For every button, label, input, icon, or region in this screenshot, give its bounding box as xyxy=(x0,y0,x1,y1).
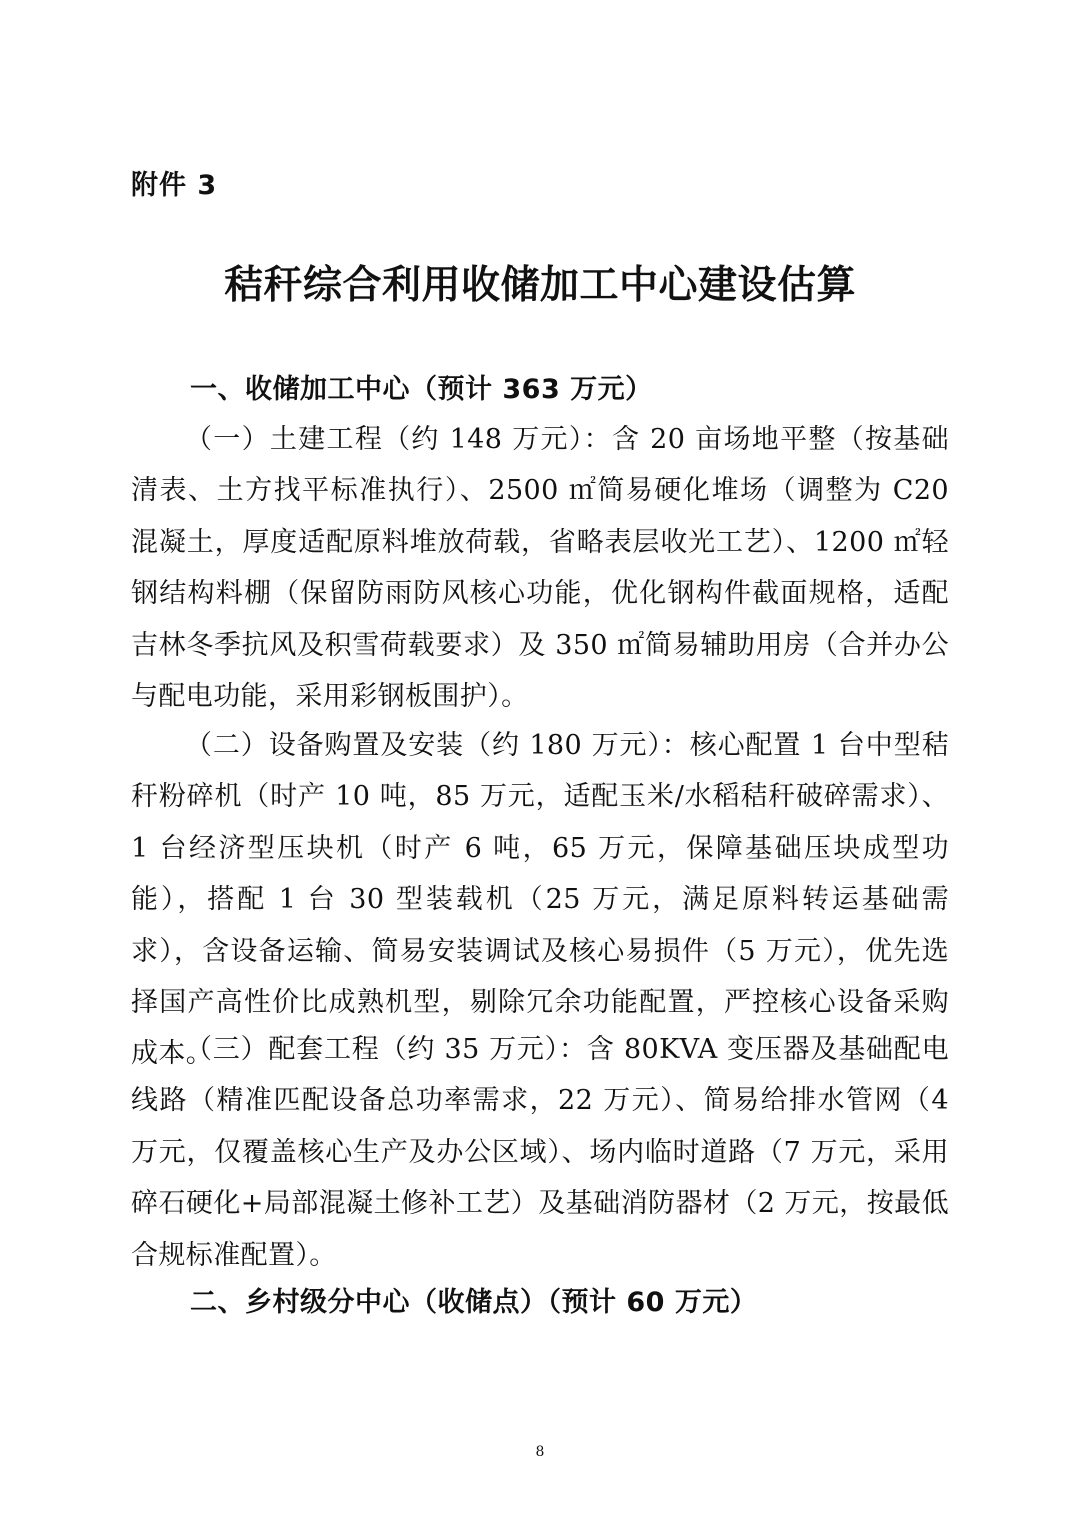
page-number: 8 xyxy=(535,1444,545,1460)
paragraph-civil-engineering: （一）土建工程（约 148 万元）：含 20 亩场地平整（按基础清表、土方找平标准执行）、2500 ㎡简易硬化堆场（调整为 C20 混凝土，厚度适配原料堆放荷载，省略表层收光工艺）、1200 ㎡轻钢结构料棚（保留防雨防风核心功能，优化钢构件截面规格，适配吉林冬季抗风及积雪荷载要求）及 350 ㎡简易辅助用房（合并办公与配电功能，采用彩钢板围护）。 xyxy=(131,424,949,713)
document-title: 秸秆综合利用收储加工中心建设估算 xyxy=(223,263,856,308)
attachment-label: 附件 3 xyxy=(131,170,218,201)
paragraph-equipment: （二）设备购置及安装（约 180 万元）：核心配置 1 台中型秸秆粉碎机（时产 10 吨，85 万元，适配玉米/水稻秸秆破碎需求）、1 台经济型压块机（时产 6 吨，65 万元，保障基础压块成型功能），搭配 1 台 30 型装载机（25 万元，满足原料转运基础需求），含设备运输、简易安装调试及核心易损件（5 万元），优先选择国产高性价比成熟机型，剔除冗余功能配置，严控核心设备采购成本。 xyxy=(131,730,949,1070)
paragraph-supporting-works: （三）配套工程（约 35 万元）：含 80KVA 变压器及基础配电线路（精准匹配设备总功率需求，22 万元）、简易给排水管网（4 万元，仅覆盖核心生产及办公区域）、场内临时道路（7 万元，采用碎石硬化+局部混凝土修补工艺）及基础消防器材（2 万元，按最低合规标准配置）。 xyxy=(131,1034,949,1271)
section-heading-2: 二、乡村级分中心（收储点）（预计 60 万元） xyxy=(190,1287,758,1318)
section-heading-1: 一、收储加工中心（预计 363 万元） xyxy=(190,374,653,405)
